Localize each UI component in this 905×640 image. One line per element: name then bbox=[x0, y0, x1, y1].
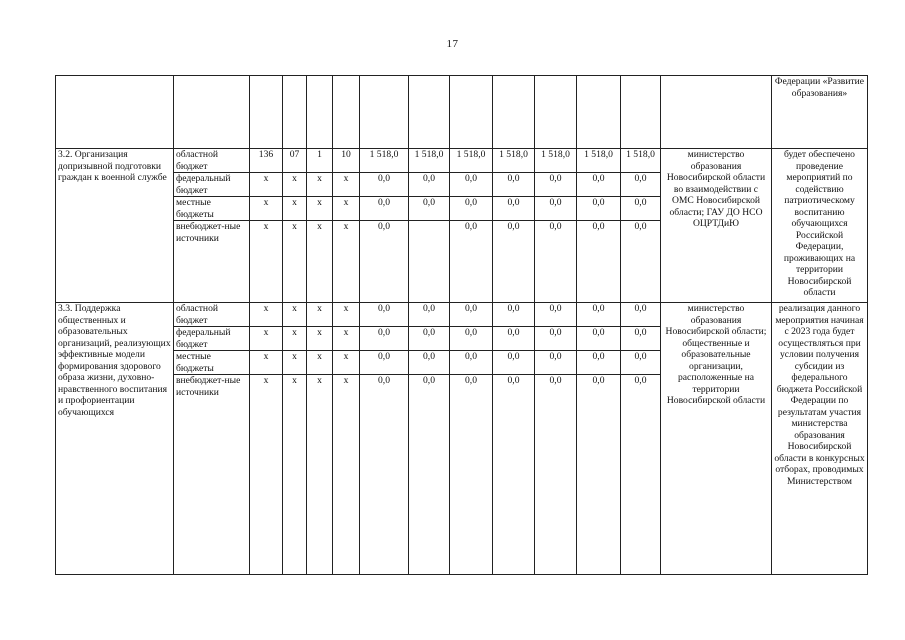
code-cell: х bbox=[250, 351, 283, 375]
year-cell: 0,0 bbox=[621, 221, 661, 303]
year-cell: 1 518,0 bbox=[535, 149, 577, 173]
code-cell: х bbox=[283, 173, 307, 197]
code-cell: х bbox=[307, 375, 333, 575]
code-cell: х bbox=[333, 221, 360, 303]
cell bbox=[661, 76, 772, 149]
cell bbox=[450, 76, 493, 149]
code-cell: х bbox=[307, 303, 333, 327]
year-cell: 1 518,0 bbox=[493, 149, 535, 173]
year-cell: 0,0 bbox=[493, 221, 535, 303]
code-cell: х bbox=[283, 221, 307, 303]
year-cell: 1 518,0 bbox=[450, 149, 493, 173]
year-cell: 0,0 bbox=[577, 221, 621, 303]
code-cell: х bbox=[283, 351, 307, 375]
code-cell: 136 bbox=[250, 149, 283, 173]
year-cell: 0,0 bbox=[577, 303, 621, 327]
year-cell: 0,0 bbox=[450, 351, 493, 375]
total-cell: 0,0 bbox=[360, 173, 409, 197]
code-cell: х bbox=[283, 327, 307, 351]
code-cell: х bbox=[283, 197, 307, 221]
page-number: 17 bbox=[446, 38, 459, 50]
year-cell: 0,0 bbox=[577, 351, 621, 375]
continuation-row bbox=[56, 76, 868, 149]
cell bbox=[360, 76, 409, 149]
cell bbox=[333, 76, 360, 149]
year-cell: 0,0 bbox=[450, 173, 493, 197]
year-cell: 0,0 bbox=[535, 197, 577, 221]
funding-source: областной бюджет bbox=[174, 303, 250, 327]
year-cell: 0,0 bbox=[493, 375, 535, 575]
cell bbox=[307, 76, 333, 149]
year-cell: 0,0 bbox=[493, 173, 535, 197]
executor-cell: министерство образования Новосибирской области во взаимодействии с ОМС Новосибирской области; ГАУ ДО НСО ОЦРТДиЮ bbox=[661, 149, 772, 303]
cell bbox=[283, 76, 307, 149]
year-cell: 0,0 bbox=[621, 375, 661, 575]
funding-source: внебюджет-ные источники bbox=[174, 375, 250, 575]
total-cell: 0,0 bbox=[360, 303, 409, 327]
funding-source: местные бюджеты bbox=[174, 197, 250, 221]
year-cell: 0,0 bbox=[493, 303, 535, 327]
year-cell: 0,0 bbox=[450, 327, 493, 351]
year-cell: 1 518,0 bbox=[409, 149, 450, 173]
cell bbox=[621, 76, 661, 149]
code-cell: х bbox=[283, 375, 307, 575]
year-cell: 0,0 bbox=[409, 173, 450, 197]
total-cell: 0,0 bbox=[360, 351, 409, 375]
code-cell: х bbox=[283, 303, 307, 327]
code-cell: х bbox=[333, 173, 360, 197]
year-cell: 0,0 bbox=[577, 327, 621, 351]
year-cell: 0,0 bbox=[409, 327, 450, 351]
funding-source: федеральный бюджет bbox=[174, 173, 250, 197]
total-cell: 0,0 bbox=[360, 221, 409, 303]
year-cell: 0,0 bbox=[535, 351, 577, 375]
code-cell: х bbox=[307, 221, 333, 303]
year-cell: 0,0 bbox=[535, 221, 577, 303]
year-cell: 0,0 bbox=[621, 173, 661, 197]
code-cell: х bbox=[333, 197, 360, 221]
measure-title: 3.3. Поддержка общественных и образовательных организаций, реализующих эффективные модели формирования здорового образа жизни, духовно-нравственного воспитания и профориентации обучающихся bbox=[56, 303, 174, 575]
year-cell: 0,0 bbox=[535, 303, 577, 327]
program-table bbox=[55, 75, 868, 575]
year-cell: 0,0 bbox=[621, 303, 661, 327]
year-cell: 1 518,0 bbox=[577, 149, 621, 173]
funding-source: местные бюджеты bbox=[174, 351, 250, 375]
year-cell: 0,0 bbox=[621, 197, 661, 221]
code-cell: х bbox=[307, 351, 333, 375]
year-cell: 0,0 bbox=[450, 221, 493, 303]
funding-source: внебюджет-ные источники bbox=[174, 221, 250, 303]
code-cell: х bbox=[250, 327, 283, 351]
year-cell: 0,0 bbox=[577, 197, 621, 221]
year-cell: 0,0 bbox=[450, 375, 493, 575]
code-cell: х bbox=[250, 197, 283, 221]
code-cell: х bbox=[333, 375, 360, 575]
code-cell: х bbox=[333, 327, 360, 351]
year-cell: 0,0 bbox=[493, 197, 535, 221]
code-cell: х bbox=[250, 375, 283, 575]
cell bbox=[56, 76, 174, 149]
table-row bbox=[56, 303, 868, 327]
year-cell: 0,0 bbox=[621, 327, 661, 351]
code-cell: 1 bbox=[307, 149, 333, 173]
result-cell: реализация данного мероприятия начиная с 2023 года будет осуществляться при условии получения субсидии из федерального бюджета Российской Федерации по результатам участия министерства образования Новосибирской области в конкурсных отборах, проводимых Министерством bbox=[772, 303, 868, 575]
year-cell: 0,0 bbox=[535, 173, 577, 197]
total-cell: 1 518,0 bbox=[360, 149, 409, 173]
year-cell: 0,0 bbox=[409, 351, 450, 375]
year-cell: 0,0 bbox=[535, 327, 577, 351]
year-cell: 0,0 bbox=[450, 197, 493, 221]
year-cell bbox=[409, 221, 450, 303]
cell bbox=[174, 76, 250, 149]
funding-source: федеральный бюджет bbox=[174, 327, 250, 351]
code-cell: х bbox=[333, 303, 360, 327]
code-cell: х bbox=[333, 351, 360, 375]
year-cell: 0,0 bbox=[493, 327, 535, 351]
code-cell: х bbox=[307, 327, 333, 351]
year-cell: 0,0 bbox=[577, 173, 621, 197]
year-cell: 0,0 bbox=[409, 197, 450, 221]
code-cell: х bbox=[250, 221, 283, 303]
year-cell: 0,0 bbox=[493, 351, 535, 375]
year-cell: 0,0 bbox=[535, 375, 577, 575]
year-cell: 0,0 bbox=[621, 351, 661, 375]
result-cell: будет обеспечено проведение мероприятий по содействию патриотическому воспитанию обучающихся Российской Федерации, проживающих на территории Новосибирской области bbox=[772, 149, 868, 303]
code-cell: х bbox=[307, 173, 333, 197]
executor-cell: министерство образования Новосибирской области; общественные и образовательные организации, расположенные на территории Новосибирской области bbox=[661, 303, 772, 575]
year-cell: 0,0 bbox=[450, 303, 493, 327]
cell bbox=[577, 76, 621, 149]
code-cell: х bbox=[250, 303, 283, 327]
funding-source: областной бюджет bbox=[174, 149, 250, 173]
cell bbox=[250, 76, 283, 149]
total-cell: 0,0 bbox=[360, 327, 409, 351]
code-cell: 07 bbox=[283, 149, 307, 173]
cell bbox=[535, 76, 577, 149]
cell bbox=[493, 76, 535, 149]
cell bbox=[409, 76, 450, 149]
year-cell: 0,0 bbox=[577, 375, 621, 575]
total-cell: 0,0 bbox=[360, 375, 409, 575]
code-cell: х bbox=[307, 197, 333, 221]
measure-title: 3.2. Организация допризывной подготовки граждан к военной службе bbox=[56, 149, 174, 303]
table-row bbox=[56, 149, 868, 173]
total-cell: 0,0 bbox=[360, 197, 409, 221]
code-cell: 10 bbox=[333, 149, 360, 173]
year-cell: 1 518,0 bbox=[621, 149, 661, 173]
code-cell: х bbox=[250, 173, 283, 197]
year-cell: 0,0 bbox=[409, 303, 450, 327]
continuation-note: Федерации «Развитие образования» bbox=[772, 76, 868, 149]
year-cell: 0,0 bbox=[409, 375, 450, 575]
